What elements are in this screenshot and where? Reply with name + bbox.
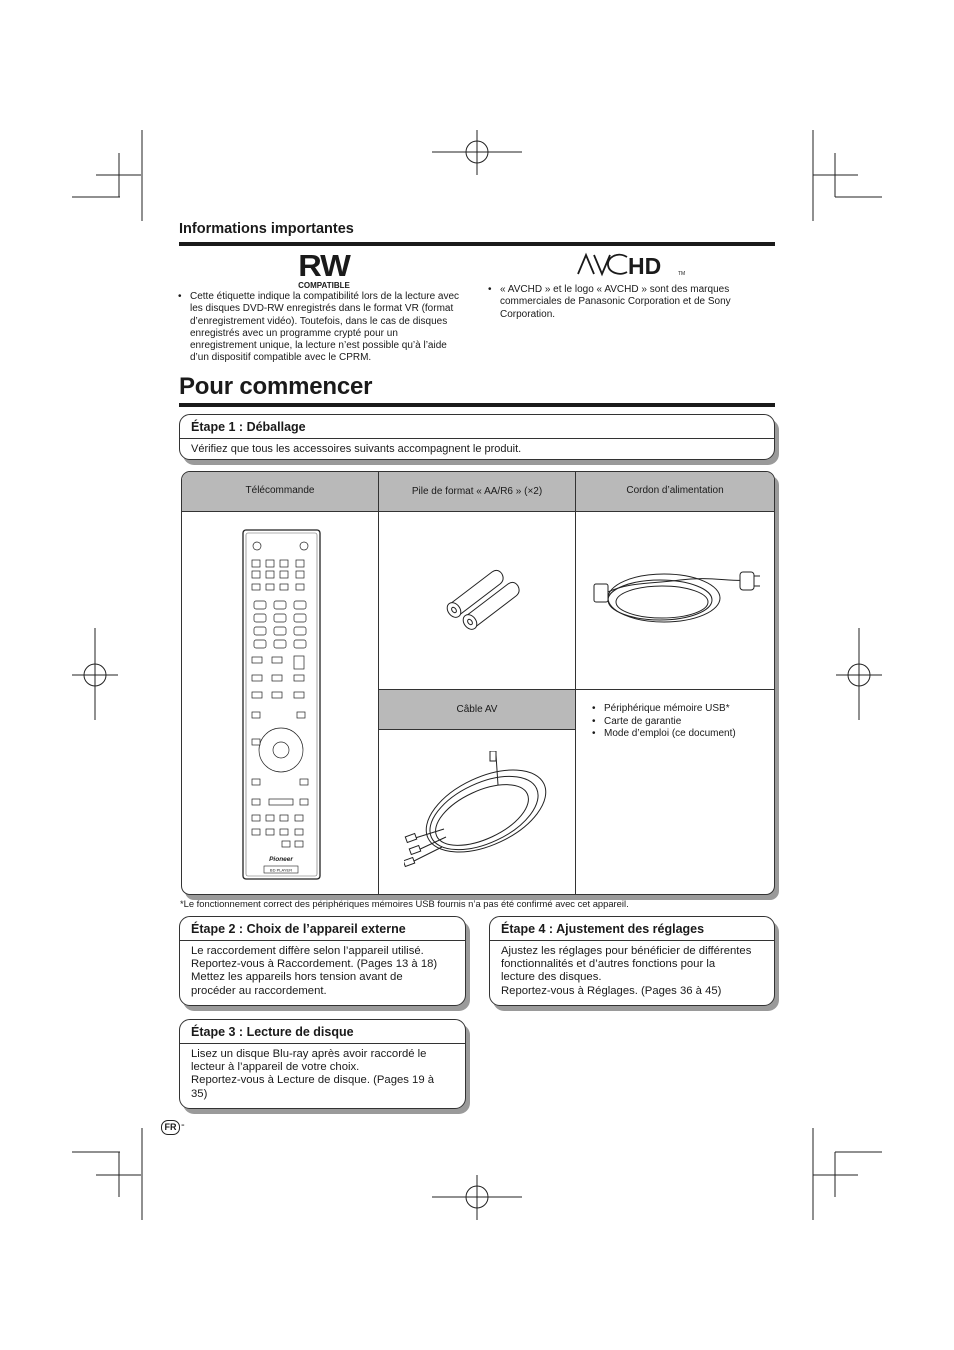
av-cable-image — [404, 751, 554, 869]
bullet-dot: • — [488, 284, 492, 295]
svg-text:HD: HD — [628, 253, 662, 278]
bullet-dot: • — [178, 291, 182, 302]
remote-header: Télécommande — [182, 472, 378, 511]
svg-text:TM: TM — [678, 271, 686, 277]
remote-brand: Pioneer — [269, 856, 293, 863]
step2-title: Étape 2 : Choix de l’appareil externe — [191, 922, 406, 936]
footnote: *Le fonctionnement correct des périphériques mémoires USB fournis n’a pas été confirmé avec cet appareil. — [180, 898, 629, 909]
page-number-dash: - — [181, 1119, 185, 1131]
step4-box — [489, 916, 775, 1006]
important-heading: Informations importantes — [179, 221, 354, 237]
remote-model: BD PLAYER — [269, 867, 293, 873]
rw-note: • Cette étiquette indique la compatibilité lors de la lecture avec les disques DVD-RW enregistrés dans le format VR (format d’enregistrement vidéo). Toutefois, dans le cas de disques enregistrés avec un programme crypté pour un enregistrement unique, la lecture n’est possible qu’à l’aide d’un dispositif compatible avec le CPRM. — [178, 291, 460, 364]
step3-box — [179, 1019, 466, 1109]
section-rule — [179, 403, 775, 407]
other-items-list — [592, 703, 736, 741]
step3-text: Lisez un disque Blu-ray après avoir raccordé le lecteur à l’appareil de votre choix. Reportez-vous à Lecture de disque. (Pages 19 à 35) — [191, 1048, 435, 1100]
list-item: • Carte de garantie — [592, 715, 682, 727]
step3-title: Étape 3 : Lecture de disque — [191, 1025, 354, 1039]
power-cord-image — [590, 562, 762, 632]
list-item: • Périphérique mémoire USB* — [592, 703, 730, 714]
avchd-logo — [577, 252, 689, 278]
heading-rule — [179, 242, 775, 246]
avchd-logo-graphic — [577, 252, 689, 278]
power-cord-header: Cordon d’alimentation — [576, 472, 774, 511]
step2-text: Le raccordement diffère selon l’appareil utilisé. Reportez-vous à Raccordement. (Pages 13 à 18) Mettez les appareils hors tension avant de procéder au raccordement. — [191, 945, 438, 997]
avchd-note: • « AVCHD » et le logo « AVCHD » sont des marques commerciales de Panasonic Corporation et de Sony Corporation. — [488, 284, 731, 320]
rw-compatible-logo: RW COMPATIBLE — [298, 248, 350, 290]
step1-title: Étape 1 : Déballage — [191, 420, 306, 434]
accessories-table — [181, 471, 775, 895]
av-cable-header: Câble AV — [379, 690, 575, 729]
battery-header: Pile de format « AA/R6 » (×2) — [379, 472, 575, 511]
step1-text: Vérifiez que tous les accessoires suivants accompagnent le produit. — [191, 443, 522, 455]
language-badge: FR — [161, 1120, 180, 1135]
step2-box — [179, 916, 466, 1006]
step4-title: Étape 4 : Ajustement des réglages — [501, 922, 705, 936]
batteries-image — [440, 564, 530, 630]
list-item: • Mode d’emploi (ce document) — [592, 728, 736, 740]
step4-text: Ajustez les réglages pour bénéficier de différentes fonctionnalités et d’autres fonctions pour la lecture des disques. Reportez-vous à Réglages. (Pages 36 à 45) — [501, 945, 752, 997]
remote-control-image — [242, 529, 322, 881]
step1-box — [179, 414, 775, 460]
section-title: Pour commencer — [179, 373, 373, 400]
